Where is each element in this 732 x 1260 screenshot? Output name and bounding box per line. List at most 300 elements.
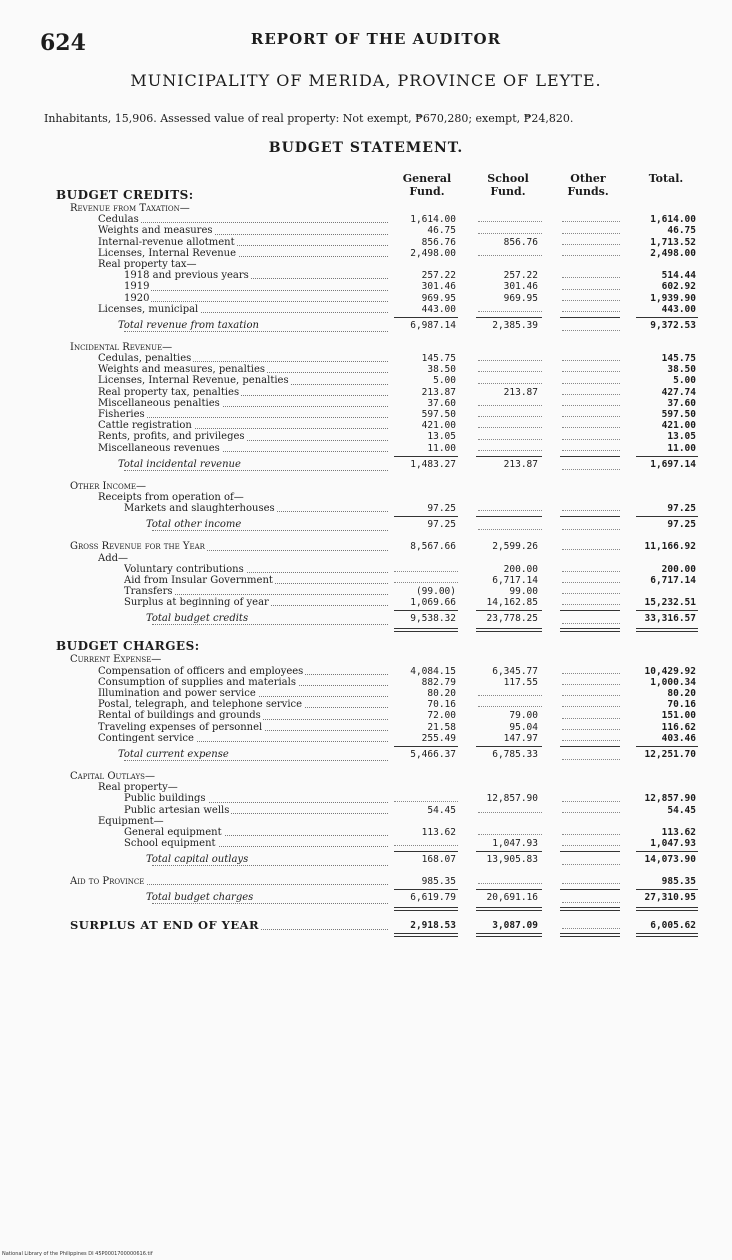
cell-school: 23,778.25: [486, 613, 538, 625]
cell-general: 2,498.00: [410, 247, 456, 259]
cell-total: 1,939.90: [650, 292, 696, 304]
empty-cell-other: [562, 289, 620, 290]
column-header-total: Total.: [648, 172, 684, 185]
cell-total: 15,232.51: [644, 597, 696, 609]
total-label: Total other income: [146, 519, 242, 531]
column-rule: [394, 746, 458, 747]
cell-school: 213.87: [503, 386, 538, 398]
cell-general: 1,614.00: [410, 214, 456, 226]
row-label: Current Expense—: [70, 654, 162, 666]
column-rule: [476, 516, 542, 517]
empty-cell-general: [394, 571, 458, 572]
table-row: [0, 281, 732, 292]
total-row: [0, 459, 732, 473]
double-rule-row: [0, 932, 732, 938]
empty-cell-other: [562, 405, 620, 406]
empty-cell-other: [562, 593, 620, 594]
cell-general: 969.95: [421, 292, 456, 304]
empty-cell-school: [478, 883, 542, 884]
empty-cell-other: [562, 812, 620, 813]
cell-total: 145.75: [661, 353, 696, 365]
row-label: Miscellaneous revenues: [98, 442, 220, 454]
cell-general: 4,084.15: [410, 665, 456, 677]
column-rule: [636, 746, 698, 747]
row-label: Cattle registration: [98, 420, 192, 432]
empty-cell-other: [562, 845, 620, 846]
row-label: Capital Outlays—: [70, 770, 155, 782]
empty-cell-school: [478, 706, 542, 707]
table-row: [0, 481, 732, 492]
cell-general: 856.76: [421, 236, 456, 248]
table-row: [0, 293, 732, 304]
empty-cell-school: [478, 834, 542, 835]
row-label: School equipment: [124, 838, 216, 850]
cell-general: 97.25: [427, 503, 456, 515]
leader-dots: [152, 903, 388, 904]
total-label: Total budget credits: [146, 613, 249, 625]
row-label: 1920: [124, 292, 150, 304]
table-row: [0, 342, 732, 353]
table-row: [0, 771, 732, 782]
row-gap: [0, 633, 732, 641]
row-label: Public artesian wells: [124, 804, 230, 816]
cell-general: 597.50: [421, 409, 456, 420]
cell-general: 38.50: [427, 364, 456, 376]
cell-general: 13.05: [427, 431, 456, 443]
row-label: 1919: [124, 281, 150, 293]
leader-dots: [124, 470, 388, 471]
cell-total: 427.74: [661, 386, 696, 398]
cell-school: 2,385.39: [492, 319, 538, 331]
cell-general: 9,538.32: [410, 613, 456, 625]
cell-general: 2,918.53: [410, 920, 456, 932]
cell-total: 33,316.57: [644, 613, 696, 625]
table-row: [0, 387, 732, 398]
row-gap: [0, 533, 732, 541]
cell-general: 11.00: [427, 442, 456, 454]
leader-dots: [130, 290, 388, 291]
cell-total: 70.16: [667, 699, 696, 711]
table-row: [0, 503, 732, 514]
empty-cell-other: [562, 623, 620, 624]
row-label: Fisheries: [98, 409, 145, 420]
table-row: [0, 553, 732, 564]
cell-total: 38.50: [667, 364, 696, 376]
cell-total: 597.50: [661, 409, 696, 420]
table-row: [0, 827, 732, 838]
table-row: [0, 793, 732, 804]
column-double-rule: [394, 628, 458, 632]
cell-total: 10,429.92: [644, 665, 696, 677]
empty-cell-other: [562, 718, 620, 719]
page-number: 624: [40, 30, 86, 56]
table-row: [0, 398, 732, 409]
cell-total: 46.75: [667, 225, 696, 237]
cell-general: 97.25: [427, 519, 456, 531]
row-label: Cedulas, penalties: [98, 353, 192, 365]
table-row: [0, 225, 732, 236]
table-row: [0, 733, 732, 744]
empty-cell-school: [478, 405, 542, 406]
row-label: Real property tax, penalties: [98, 386, 240, 398]
cell-school: 301.46: [503, 281, 538, 293]
row-label: Surplus at beginning of year: [124, 597, 269, 609]
cell-school: 6,785.33: [492, 748, 538, 760]
cell-total: 37.60: [667, 397, 696, 409]
cell-school: 99.00: [509, 586, 538, 598]
empty-cell-other: [562, 469, 620, 470]
row-label: Rental of buildings and grounds: [98, 710, 261, 722]
cell-total: 1,713.52: [650, 236, 696, 248]
cell-total: 200.00: [661, 563, 696, 575]
cell-school: 1,047.93: [492, 838, 538, 850]
cell-total: 12,857.90: [644, 793, 696, 805]
row-label: Miscellaneous penalties: [98, 397, 220, 409]
empty-cell-other: [562, 673, 620, 674]
table-row: [0, 688, 732, 699]
row-label: Compensation of officers and employees: [98, 665, 304, 677]
row-label: Rents, profits, and privileges: [98, 431, 245, 443]
empty-cell-school: [478, 695, 542, 696]
column-double-rule: [636, 628, 698, 632]
cell-total: 985.35: [661, 876, 696, 888]
running-head: REPORT OF THE AUDITOR: [250, 30, 502, 48]
cell-total: 6,005.62: [650, 920, 696, 932]
table-row: [0, 920, 732, 931]
table-row: [0, 541, 732, 552]
row-gap: [0, 868, 732, 876]
empty-cell-school: [478, 360, 542, 361]
empty-cell-other: [562, 394, 620, 395]
empty-cell-other: [562, 549, 620, 550]
row-label: General equipment: [124, 826, 222, 838]
table-row: [0, 237, 732, 248]
cell-total: 421.00: [661, 420, 696, 432]
table-row: [0, 364, 732, 375]
cell-general: 72.00: [427, 710, 456, 722]
empty-cell-other: [562, 740, 620, 741]
row-label: Consumption of supplies and materials: [98, 676, 296, 688]
empty-cell-school: [478, 416, 542, 417]
total-label: Total budget charges: [146, 892, 254, 904]
cell-school: 20,691.16: [486, 892, 538, 904]
section-heading: BUDGET CREDITS:: [56, 190, 194, 201]
empty-cell-school: [478, 371, 542, 372]
cell-school: 3,087.09: [492, 920, 538, 932]
column-header-other: Other Funds.: [567, 172, 609, 198]
empty-cell-school: [478, 233, 542, 234]
cell-school: 257.22: [503, 270, 538, 282]
row-label: Revenue from Taxation—: [70, 203, 190, 214]
column-rule: [394, 516, 458, 517]
cell-general: 37.60: [427, 397, 456, 409]
column-double-rule: [476, 907, 542, 911]
table-row: [0, 838, 732, 849]
cell-school: 14,162.85: [486, 597, 538, 609]
cell-total: 80.20: [667, 688, 696, 699]
row-label: Other Income—: [70, 480, 146, 492]
cell-total: 602.92: [661, 281, 696, 293]
row-label: Traveling expenses of personnel: [98, 721, 263, 733]
row-gap: [0, 473, 732, 481]
cell-general: 6,619.79: [410, 892, 456, 904]
empty-cell-school: [478, 450, 542, 451]
empty-cell-other: [562, 883, 620, 884]
empty-cell-other: [562, 759, 620, 760]
empty-cell-school: [478, 812, 542, 813]
cell-school: 79.00: [509, 710, 538, 722]
empty-cell-other: [562, 864, 620, 865]
leader-dots: [130, 301, 388, 302]
total-row: [0, 854, 732, 868]
cell-general: 46.75: [427, 225, 456, 237]
cell-general: 70.16: [427, 699, 456, 711]
column-rule: [394, 851, 458, 852]
empty-cell-other: [562, 311, 620, 312]
table-row: [0, 420, 732, 431]
cell-total: 1,000.34: [650, 676, 696, 688]
cell-school: 95.04: [509, 721, 538, 733]
total-row: [0, 749, 732, 763]
column-rule: [394, 456, 458, 457]
row-label: Transfers: [124, 586, 173, 598]
empty-cell-other: [562, 244, 620, 245]
empty-cell-school: [478, 439, 542, 440]
scan-footer: National Library of the Philippines DI 45P0001700000616.tif: [2, 1251, 153, 1257]
table-row: [0, 876, 732, 887]
cell-total: 2,498.00: [650, 247, 696, 259]
table-row: [0, 492, 732, 503]
row-label: Add—: [98, 552, 129, 564]
cell-total: 14,073.90: [644, 854, 696, 866]
cell-general: 80.20: [427, 688, 456, 699]
table-row: [0, 575, 732, 586]
cell-school: 117.55: [503, 676, 538, 688]
empty-cell-general: [394, 845, 458, 846]
cell-total: 403.46: [661, 732, 696, 744]
row-label: Voluntary contributions: [124, 563, 244, 575]
total-row: [0, 613, 732, 627]
cell-total: 113.62: [661, 826, 696, 838]
empty-cell-other: [562, 255, 620, 256]
column-double-rule: [394, 907, 458, 911]
leader-dots: [124, 760, 388, 761]
column-rule: [476, 456, 542, 457]
cell-general: 54.45: [427, 804, 456, 816]
table-row: [0, 586, 732, 597]
cell-total: 9,372.53: [650, 319, 696, 331]
column-rule: [394, 610, 458, 611]
row-label: Incidental Revenue—: [70, 341, 173, 353]
cell-school: 6,345.77: [492, 665, 538, 677]
cell-school: 12,857.90: [486, 793, 538, 805]
table-row: [0, 304, 732, 315]
cell-general: 882.79: [421, 676, 456, 688]
row-label: Internal-revenue allotment: [98, 236, 235, 248]
column-rule: [394, 317, 458, 318]
column-rule: [476, 851, 542, 852]
row-label: Receipts from operation of—: [98, 491, 244, 503]
cell-total: 97.25: [667, 519, 696, 531]
row-label: Aid to Province: [70, 876, 145, 888]
empty-cell-other: [562, 510, 620, 511]
empty-cell-other: [562, 383, 620, 384]
empty-cell-school: [478, 529, 542, 530]
column-double-rule: [636, 907, 698, 911]
row-label: Cedulas: [98, 214, 139, 226]
total-label: Total revenue from taxation: [118, 319, 259, 331]
cell-general: 985.35: [421, 876, 456, 888]
cell-general: (99.00): [415, 586, 456, 598]
column-rule: [636, 851, 698, 852]
column-header-school: School Fund.: [487, 172, 529, 198]
cell-total: 13.05: [667, 431, 696, 443]
cell-general: 1,069.66: [410, 597, 456, 609]
leader-dots: [152, 865, 388, 866]
cell-total: 443.00: [661, 303, 696, 315]
column-double-rule: [560, 907, 620, 911]
empty-cell-other: [562, 729, 620, 730]
column-rule: [560, 746, 620, 747]
table-row: [0, 431, 732, 442]
row-label: SURPLUS AT END OF YEAR: [70, 920, 260, 932]
table-row: [0, 699, 732, 710]
document-title: MUNICIPALITY OF MERIDA, PROVINCE OF LEYTE.: [130, 71, 602, 90]
empty-cell-school: [478, 255, 542, 256]
empty-cell-other: [562, 427, 620, 428]
cell-total: 27,310.95: [644, 892, 696, 904]
row-label: Markets and slaughterhouses: [124, 503, 275, 515]
leader-dots: [124, 331, 388, 332]
table-row: [0, 816, 732, 827]
cell-general: 255.49: [421, 732, 456, 744]
column-rule: [560, 456, 620, 457]
cell-school: 200.00: [503, 563, 538, 575]
table-row: [0, 564, 732, 575]
empty-cell-other: [562, 902, 620, 903]
cell-general: 6,987.14: [410, 319, 456, 331]
empty-cell-other: [562, 706, 620, 707]
empty-cell-general: [394, 801, 458, 802]
row-label: Gross Revenue for the Year: [70, 541, 205, 553]
table-row: [0, 666, 732, 677]
table-row: [0, 214, 732, 225]
cell-total: 6,717.14: [650, 574, 696, 586]
cell-total: 97.25: [667, 503, 696, 515]
empty-cell-school: [478, 427, 542, 428]
cell-school: 6,717.14: [492, 574, 538, 586]
column-rule: [560, 516, 620, 517]
table-row: [0, 597, 732, 608]
empty-cell-other: [562, 834, 620, 835]
cell-total: 12,251.70: [644, 748, 696, 760]
table-row: [0, 677, 732, 688]
cell-total: 54.45: [667, 804, 696, 816]
column-double-rule: [636, 933, 698, 937]
cell-total: 514.44: [661, 270, 696, 282]
row-label: Equipment—: [98, 815, 164, 827]
empty-cell-other: [562, 604, 620, 605]
column-rule: [560, 889, 620, 890]
column-double-rule: [476, 628, 542, 632]
table-row: [0, 722, 732, 733]
column-rule: [636, 889, 698, 890]
column-rule: [476, 610, 542, 611]
column-rule: [560, 610, 620, 611]
row-gap: [0, 912, 732, 920]
row-label: Real property tax—: [98, 258, 197, 270]
cell-total: 1,697.14: [650, 458, 696, 470]
column-rule: [394, 889, 458, 890]
cell-school: 969.95: [503, 292, 538, 304]
cell-total: 11,166.92: [644, 541, 696, 553]
total-label: Total incidental revenue: [118, 458, 241, 470]
cell-total: 1,614.00: [650, 214, 696, 226]
section-heading-row: [0, 190, 732, 203]
empty-cell-other: [562, 571, 620, 572]
cell-general: 168.07: [421, 854, 456, 866]
section-heading: BUDGET CHARGES:: [56, 641, 200, 653]
column-rule: [636, 317, 698, 318]
row-label: Weights and measures: [98, 225, 213, 237]
cell-general: 301.46: [421, 281, 456, 293]
row-label: Licenses, Internal Revenue, penalties: [98, 375, 289, 387]
cell-general: 443.00: [421, 303, 456, 315]
empty-cell-other: [562, 529, 620, 530]
cell-general: 145.75: [421, 353, 456, 365]
empty-cell-school: [478, 383, 542, 384]
empty-cell-other: [562, 221, 620, 222]
column-double-rule: [476, 933, 542, 937]
empty-cell-other: [562, 416, 620, 417]
cell-general: 257.22: [421, 270, 456, 282]
row-label: Postal, telegraph, and telephone service: [98, 699, 303, 711]
row-label: Weights and measures, penalties: [98, 364, 266, 376]
total-label: Total capital outlays: [146, 854, 249, 866]
section-heading-row: [0, 641, 732, 654]
cell-general: 5.00: [433, 375, 456, 387]
row-gap: [0, 334, 732, 342]
cell-school: 856.76: [503, 236, 538, 248]
table-row: [0, 203, 732, 214]
column-rule: [476, 746, 542, 747]
table-row: [0, 710, 732, 721]
cell-school: 213.87: [503, 458, 538, 470]
cell-school: 2,599.26: [492, 541, 538, 553]
column-double-rule: [560, 628, 620, 632]
column-rule: [560, 851, 620, 852]
table-row: [0, 259, 732, 270]
total-row: [0, 320, 732, 334]
empty-cell-other: [562, 360, 620, 361]
empty-cell-other: [562, 695, 620, 696]
column-rule: [476, 317, 542, 318]
total-row: [0, 519, 732, 533]
empty-cell-other: [562, 928, 620, 929]
cell-general: 8,567.66: [410, 541, 456, 553]
table-row: [0, 654, 732, 665]
row-label: Public buildings: [124, 793, 206, 805]
cell-school: 13,905.83: [486, 854, 538, 866]
row-label: Real property—: [98, 782, 178, 794]
table-row: [0, 248, 732, 259]
leader-dots: [152, 624, 388, 625]
empty-cell-other: [562, 801, 620, 802]
cell-general: 213.87: [421, 386, 456, 398]
cell-general: 1,483.27: [410, 458, 456, 470]
column-double-rule: [394, 933, 458, 937]
empty-cell-other: [562, 330, 620, 331]
